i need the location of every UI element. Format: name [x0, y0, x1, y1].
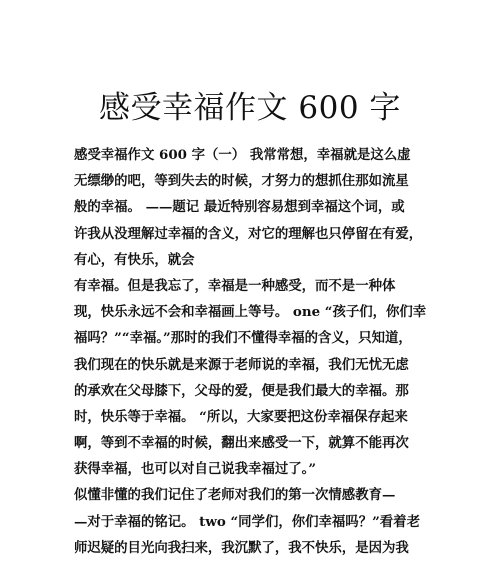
text-line: 获得幸福，也可以对自己说我幸福过了。” — [74, 461, 317, 478]
document-title: 感受幸福作文 600 字 — [99, 90, 401, 126]
document-body — [74, 142, 434, 561]
text-line: 现，快乐永远不会和幸福画上等号。 one “孩子们，你们幸 — [74, 304, 427, 321]
text-line: 无缥缈的吧，等到失去的时候，才努力的想抓住那如流星 — [74, 173, 409, 190]
text-line: 我们现在的快乐就是来源于老师说的幸福，我们无忧无虑 — [74, 356, 409, 373]
text-line: 似懂非懂的我们记住了老师对我们的第一次情感教育— — [74, 487, 396, 504]
text-line: 般的幸福。 ——题记 最近特别容易想到幸福这个词，或 — [74, 199, 405, 216]
text-line: 许我从没理解过幸福的含义，对它的理解也只停留在有爱， — [74, 225, 423, 242]
text-line: 有心，有快乐，就会 — [74, 251, 195, 268]
text-line: 感受幸福作文 600 字（一） 我常常想，幸福就是这么虚 — [74, 147, 411, 163]
text-line: —对于幸福的铭记。 two “同学们，你们幸福吗？”看着老 — [74, 513, 420, 530]
text-line: 啊，等到不幸福的时候，翻出来感受一下，就算不能再次 — [74, 435, 409, 452]
text-line: 时，快乐等于幸福。 “所以，大家要把这份幸福保存起来 — [74, 408, 408, 425]
text-line: 的承欢在父母膝下，父母的爱，便是我们最大的幸福。那 — [74, 382, 409, 399]
text-line: 师迟疑的目光向我扫来，我沉默了，我不快乐，是因为我 — [74, 539, 409, 556]
text-line: 福吗？”“幸福。”那时的我们不懂得幸福的含义，只知道， — [74, 330, 412, 347]
text-line: 有幸福。但是我忘了，幸福是一种感受，而不是一种体 — [74, 277, 396, 294]
